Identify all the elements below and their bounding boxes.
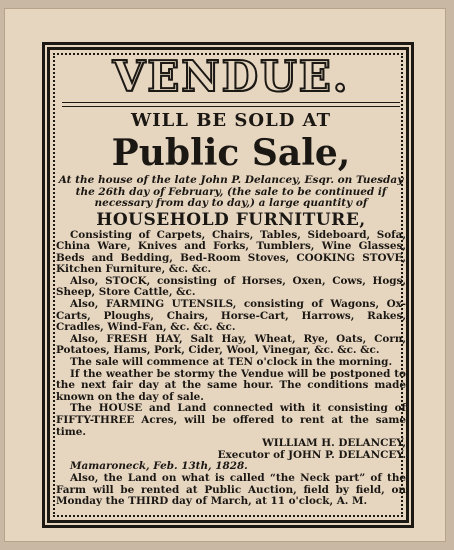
paragraph-sale-time: The sale will commence at TEN o'clock in the morning. xyxy=(70,356,393,369)
poster-content xyxy=(56,54,406,508)
signature-name: WILLIAM H. DELANCEY, xyxy=(262,437,406,450)
divider-rule xyxy=(62,102,400,107)
poster-body xyxy=(56,230,406,508)
paragraph-furniture: Consisting of Carpets, Chairs, Tables, Sideboard, Sofa, China Ware, Knives and Forks, Tumblers, Wine Glasses, Beds and Bedding, Bed-Room Stoves, COOKING STOVE, Kitchen Furniture, &c. &c. xyxy=(56,228,406,276)
headline: VENDUE. xyxy=(112,52,350,101)
paragraph-farming-utensils: Also, FARMING UTENSILS, consisting of Wagons, Ox-Carts, Ploughs, Chairs, Horse-Cart, Harrows, Rakes, Cradles, Wind-Fan, &c. &c. &c. xyxy=(56,298,406,334)
dateline: Mamaroneck, Feb. 13th, 1828. xyxy=(70,460,248,473)
poster-sheet xyxy=(4,8,446,542)
paragraph-neck-land: Also, the Land on what is called “the Neck part” of the Farm will be rented at Public Auction, field by field, on Monday the THIRD day of March, at 11 o'clock, A. M. xyxy=(56,471,406,508)
signature-title: Executor of JOHN P. DELANCEY. xyxy=(217,448,406,461)
paragraph-stock: Also, STOCK, consisting of Horses, Oxen, Cows, Hogs, Sheep, Store Cattle, &c. xyxy=(56,274,406,299)
subhead: WILL BE SOLD AT xyxy=(130,110,331,131)
paragraph-house-land: The HOUSE and Land connected with it consisting of FIFTY-THREE Acres, will be offered to rent at the same time. xyxy=(56,402,406,438)
title: Public Sale, xyxy=(111,132,351,174)
household-furniture-heading: HOUSEHOLD FURNITURE, xyxy=(96,209,366,230)
paragraph-fresh-hay: Also, FRESH HAY, Salt Hay, Wheat, Rye, Oats, Corn, Potatoes, Hams, Pork, Cider, Wool, Vinegar, &c. &c. &c. xyxy=(56,332,406,357)
paragraph-weather: If the weather be stormy the Vendue will be postponed to the next fair day at the same hour. The conditions made known on the day of sale. xyxy=(56,367,406,403)
intro-text: At the house of the late John P. Delancey, Esqr. on Tuesday the 26th day of February, (the sale to be continued if necessary from day to day,) a large quantity of xyxy=(58,174,404,209)
